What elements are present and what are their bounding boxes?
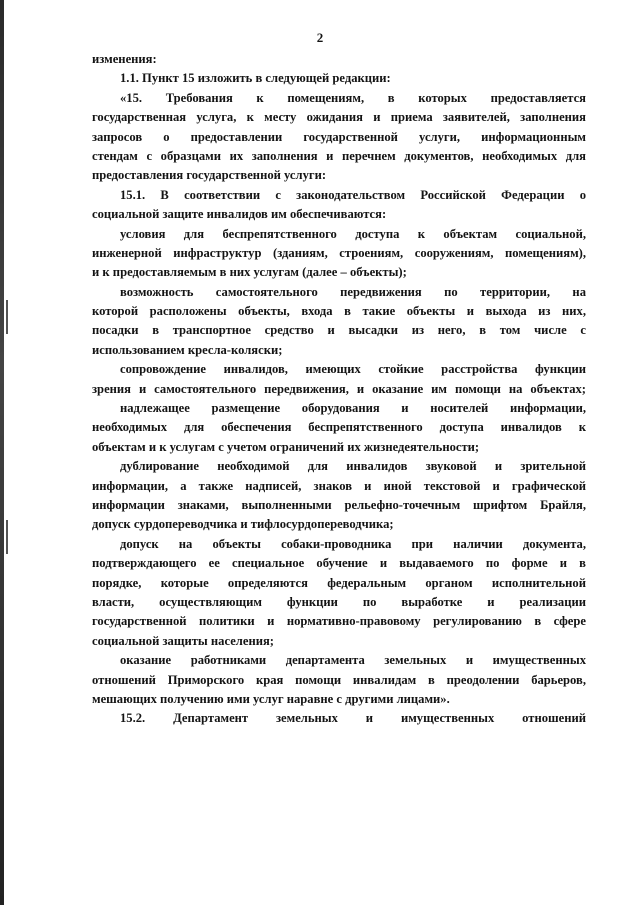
text-line: изменения: — [92, 52, 157, 66]
text-line: необходимых для обеспечения беспрепятственного доступа инвалидов к — [92, 420, 586, 435]
text-line: использованием кресла-коляски; — [92, 342, 283, 357]
text-line: инженерной инфраструктур (зданиям, строениям, сооружениям, помещениям), — [92, 245, 586, 260]
text-line: зрения и самостоятельного передвижения, и оказание им помощи на объектах; — [92, 381, 586, 396]
text-line: государственной политики и нормативно-правовому регулированию в сфере — [92, 614, 586, 629]
text-line: допуск на объекты собаки-проводника при наличии документа, — [120, 536, 586, 551]
text-line: стендам с образцами их заполнения и перечнем документов, необходимых для — [92, 148, 586, 163]
scan-artifact — [6, 300, 8, 334]
document-body — [92, 50, 586, 729]
text-line: 15.2. Департамент земельных и имущественных отношений — [120, 711, 586, 726]
text-line: информации знаками, выполненными рельефно-точечным шрифтом Брайля, — [92, 497, 586, 512]
text-line: надлежащее размещение оборудования и носителей информации, — [120, 401, 586, 416]
text-line: 15.1. В соответствии с законодательством Российской Федерации о — [120, 187, 586, 202]
text-line: объектам и к услугам с учетом ограничений их жизнедеятельности; — [92, 439, 480, 454]
text-line: которой расположены объекты, входа в такие объекты и выхода из них, — [92, 304, 586, 319]
text-line: «15. Требования к помещениям, в которых предоставляется — [120, 90, 586, 105]
text-line: власти, осуществляющим функции по выработке и реализации — [92, 594, 586, 609]
page-number: 2 — [316, 30, 324, 45]
text-line: допуск сурдопереводчика и тифлосурдопереводчика; — [92, 517, 394, 532]
text-line: порядке, которые определяются федеральным органом исполнительной — [92, 575, 586, 590]
text-line: оказание работниками департамента земельных и имущественных — [120, 653, 586, 668]
text-line: 1.1. Пункт 15 изложить в следующей редакции: — [120, 71, 391, 86]
text-line: предоставления государственной услуги: — [92, 168, 327, 183]
text-line: возможность самостоятельного передвижения по территории, на — [120, 284, 586, 299]
text-line: дублирование необходимой для инвалидов звуковой и зрительной — [120, 459, 586, 474]
text-line: отношений Приморского края помощи инвалидам в преодолении барьеров, — [92, 672, 586, 687]
text-line: социальной защиты населения; — [92, 633, 274, 648]
text-line: посадки в транспортное средство и высадки из него, в том числе с — [92, 323, 586, 338]
scan-left-edge — [0, 0, 4, 905]
text-line: социальной защите инвалидов им обеспечиваются: — [92, 207, 387, 222]
text-line: информации, а также надписей, знаков и иной текстовой и графической — [92, 478, 586, 493]
text-line: подтверждающего ее специальное обучение и выдаваемого по форме и в — [92, 556, 586, 571]
scan-artifact — [6, 520, 8, 554]
text-line: сопровождение инвалидов, имеющих стойкие расстройства функции — [120, 362, 586, 377]
text-line: государственная услуга, к месту ожидания и приема заявителей, заполнения — [92, 110, 586, 125]
text-line: мешающих получению ими услуг наравне с другими лицами». — [92, 691, 450, 706]
text-line: условия для беспрепятственного доступа к объектам социальной, — [120, 226, 586, 241]
text-line: и к предоставляемым в них услугам (далее – объекты); — [92, 265, 407, 280]
text-line: запросов о предоставлении государственной услуги, информационным — [92, 129, 586, 144]
